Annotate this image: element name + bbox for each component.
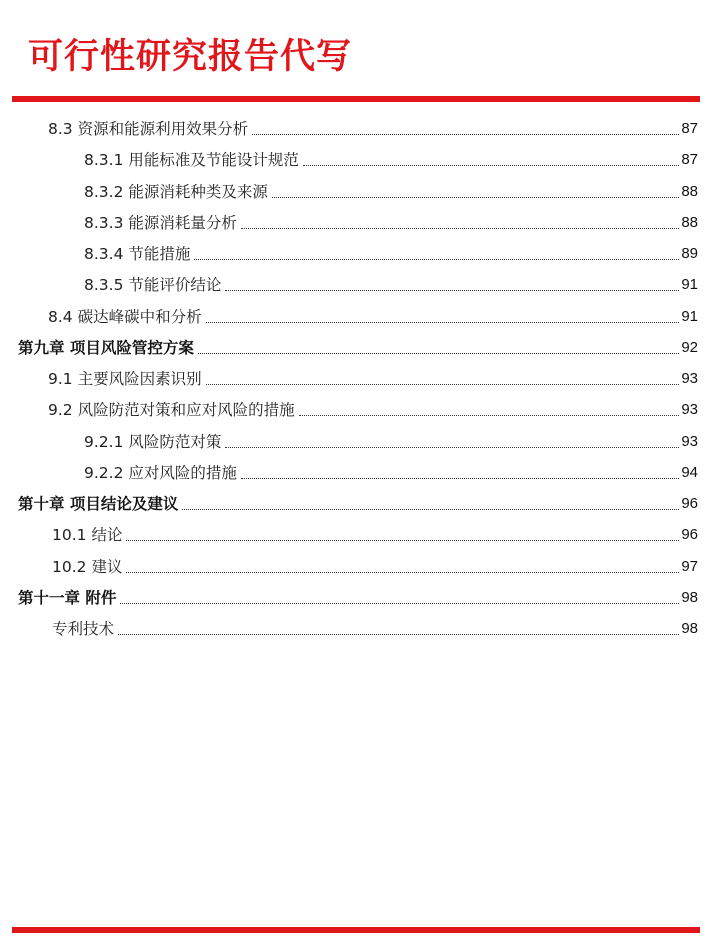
toc-dot-leader [120, 603, 679, 604]
toc-page-number: 98 [681, 588, 698, 606]
toc-dot-leader [225, 447, 679, 448]
toc-entry-title: 8.3.4 节能措施 [84, 245, 191, 263]
toc-entry-title: 8.3.5 节能评价结论 [84, 276, 222, 295]
toc-entry-title: 9.1 主要风险因素识别 [48, 370, 202, 388]
toc-dot-leader [299, 415, 680, 416]
toc-entry-title: 8.3.1 用能标准及节能设计规范 [84, 151, 299, 170]
page-title: 可行性研究报告代写 [28, 37, 353, 77]
toc-entry-title: 第九章 项目风险管控方案 [18, 338, 194, 357]
toc-entry[interactable] [0, 429, 698, 453]
toc-dot-leader [198, 353, 679, 354]
toc-dot-leader [206, 384, 680, 385]
toc-dot-leader [118, 634, 679, 635]
toc-page-number: 92 [681, 338, 698, 356]
toc-entry-title: 8.3.3 能源消耗量分析 [84, 213, 237, 232]
toc-page-number: 91 [681, 307, 698, 325]
toc-dot-leader [194, 259, 679, 260]
toc-entry[interactable] [0, 585, 698, 609]
header-divider [12, 96, 700, 102]
toc-entry[interactable] [0, 272, 698, 296]
toc-dot-leader [252, 134, 679, 135]
toc-page-number: 93 [681, 401, 698, 419]
toc-dot-leader [241, 228, 679, 229]
toc-page-number: 93 [681, 370, 698, 387]
toc-entry[interactable] [0, 147, 698, 171]
toc-page-number: 91 [681, 276, 698, 294]
toc-dot-leader [241, 478, 679, 479]
toc-dot-leader [303, 165, 679, 166]
toc-entry-title: 8.4 碳达峰碳中和分析 [48, 307, 202, 326]
toc-entry[interactable] [0, 335, 698, 359]
toc-entry[interactable] [0, 366, 698, 390]
toc-entry-title: 9.2.2 应对风险的措施 [84, 463, 237, 482]
toc-entry[interactable] [0, 241, 698, 265]
toc-entry-title: 第十一章 附件 [18, 588, 117, 607]
toc-page-number: 96 [681, 526, 698, 544]
toc-entry-title: 9.2 风险防范对策和应对风险的措施 [48, 401, 295, 420]
toc-entry[interactable] [0, 491, 698, 515]
toc-entry[interactable] [0, 179, 698, 203]
toc-page-number: 89 [681, 245, 698, 262]
toc-dot-leader [225, 290, 679, 291]
toc-entry-title: 专利技术 [52, 620, 115, 638]
toc-dot-leader [126, 540, 679, 541]
toc-entry-title: 10.1 结论 [52, 526, 123, 545]
toc-entry[interactable] [0, 210, 698, 234]
toc-entry[interactable] [0, 554, 698, 578]
toc-page-number: 94 [681, 463, 698, 481]
toc-dot-leader [206, 322, 680, 323]
toc-page-number: 87 [681, 151, 698, 169]
toc-dot-leader [126, 572, 679, 573]
toc-page-number: 87 [681, 120, 698, 137]
toc-entry[interactable] [0, 397, 698, 421]
toc-page-number: 98 [681, 620, 698, 637]
toc-page-number: 97 [681, 557, 698, 575]
toc-entry[interactable] [0, 116, 698, 140]
toc-page-number: 88 [681, 213, 698, 231]
toc-entry-title: 9.2.1 风险防范对策 [84, 432, 222, 451]
toc-entry-title: 8.3 资源和能源利用效果分析 [48, 120, 249, 138]
toc-page-number: 88 [681, 182, 698, 200]
toc-entry-title: 第十章 项目结论及建议 [18, 495, 179, 513]
footer-divider [12, 927, 700, 933]
toc-page-number: 96 [681, 495, 698, 512]
toc-dot-leader [182, 509, 679, 510]
toc-entry[interactable] [0, 522, 698, 546]
toc-entry[interactable] [0, 304, 698, 328]
toc-page-number: 93 [681, 432, 698, 450]
toc-entry-title: 8.3.2 能源消耗种类及来源 [84, 182, 268, 201]
toc-entry-title: 10.2 建议 [52, 557, 123, 576]
toc-dot-leader [272, 197, 679, 198]
toc-entry[interactable] [0, 616, 698, 640]
toc-entry[interactable] [0, 460, 698, 484]
